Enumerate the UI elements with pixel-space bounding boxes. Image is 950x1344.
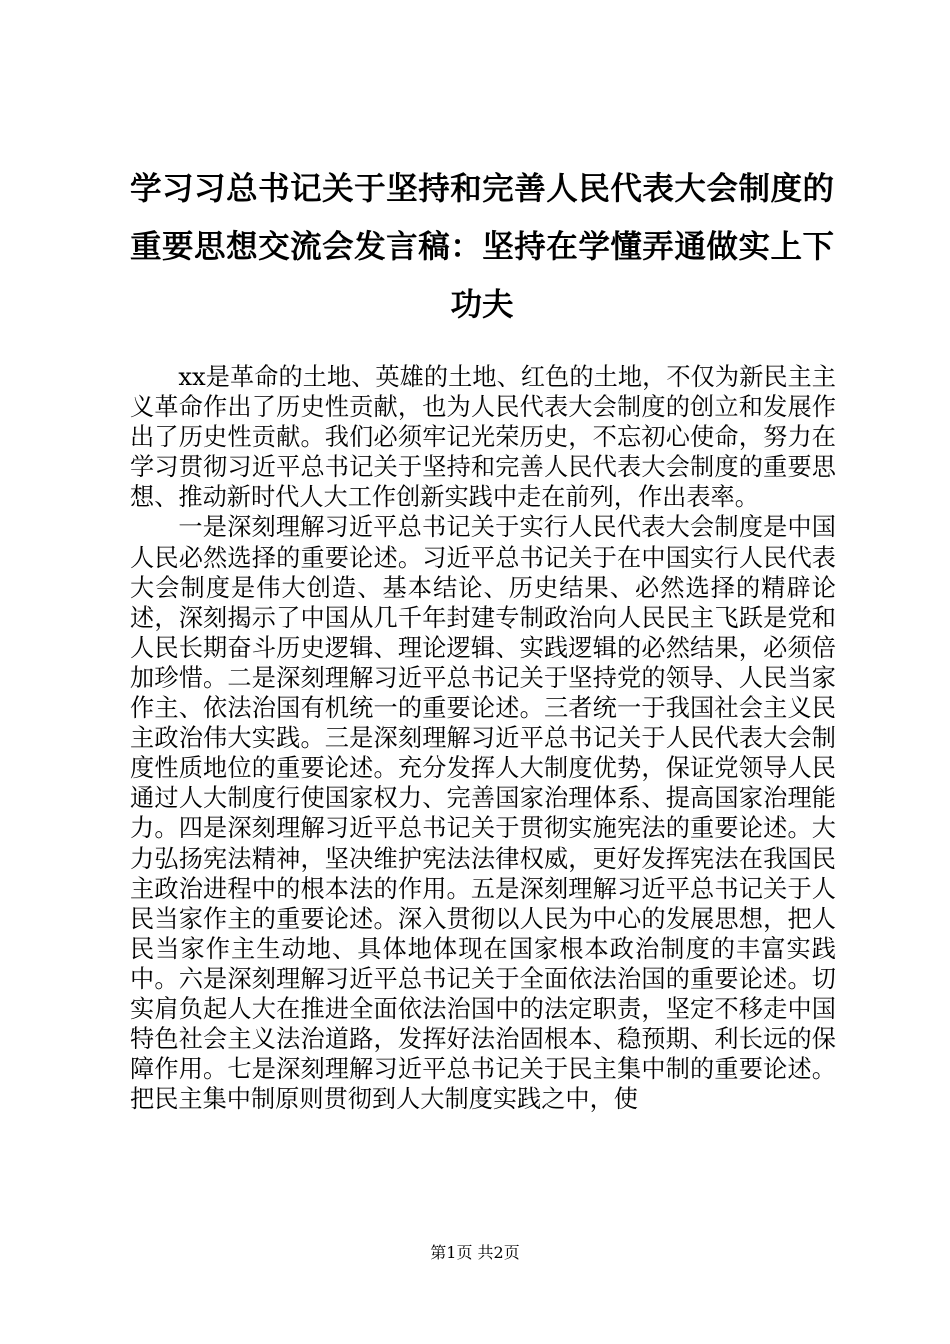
page-number: 第1页 共2页 [430,1243,520,1262]
body-paragraph-2: 一是深刻理解习近平总书记关于实行人民代表大会制度是中国人民必然选择的重要论述。习近平总书记关于在中国实行人民代表大会制度是伟大创造、基本结论、历史结果、必然选择的精辟论述，深刻揭示了中国从几千年封建专制政治向人民民主飞跃是党和人民长期奋斗历史逻辑、理论逻辑、实践逻辑的必然结果，必须倍加珍惜。二是深刻理解习近平总书记关于坚持党的领导、人民当家作主、依法治国有机统一的重要论述。三者统一于我国社会主义民主政治伟大实践。三是深刻理解习近平总书记关于人民代表大会制度性质地位的重要论述。充分发挥人大制度优势，保证党领导人民通过人大制度行使国家权力、完善国家治理体系、提高国家治理能力。四是深刻理解习近平总书记关于贯彻实施宪法的重要论述。大力弘扬宪法精神，坚决维护宪法法律权威，更好发挥宪法在我国民主政治进程中的根本法的作用。五是深刻理解习近平总书记关于人民当家作主的重要论述。深入贯彻以人民为中心的发展思想，把人民当家作主生动地、具体地体现在国家根本政治制度的丰富实践中。六是深刻理解习近平总书记关于全面依法治国的重要论述。切实肩负起人大在推进全面依法治国中的法定职责，坚定不移走中国特色社会主义法治道路，发挥好法治固根本、稳预期、利长远的保障作用。七是深刻理解习近平总书记关于民主集中制的重要论述。把民主集中制原则贯彻到人大制度实践之中，使 [130,513,836,1114]
body-paragraph-1: xx是革命的土地、英雄的土地、红色的土地，不仅为新民主主义革命作出了历史性贡献，也为人民代表大会制度的创立和发展作出了历史性贡献。我们必须牢记光荣历史，不忘初心使命，努力在学习贯彻习近平总书记关于坚持和完善人民代表大会制度的重要思想、推动新时代人大工作创新实践中走在前列，作出表率。 [130,363,836,512]
document-body [130,362,836,1114]
document-title: 学习习总书记关于坚持和完善人民代表大会制度的重要思想交流会发言稿：坚持在学懂弄通做实上下功夫 [130,170,834,323]
page-footer [0,1243,950,1263]
